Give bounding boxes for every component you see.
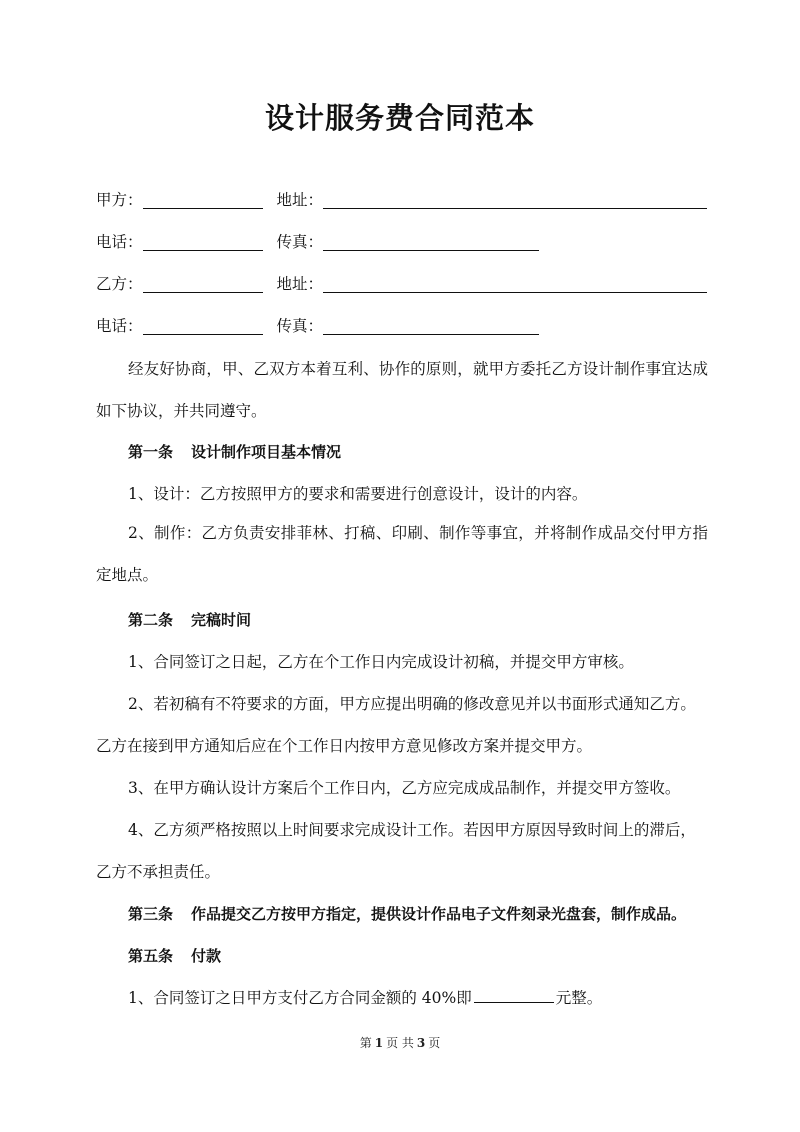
article-5-number: 第五条 [128,947,174,965]
article-2-item-2-line-1: 2、若初稿有不符要求的方面，甲方应提出明确的修改意见并以书面形式通知乙方。 [128,695,696,713]
party-a-label: 甲方： [96,191,143,209]
party-a-address-blank[interactable] [323,190,707,209]
party-a-phone-label: 电话： [96,233,143,251]
article-3-title: 作品提交乙方按甲方指定，提供设计作品电子文件刻录光盘套，制作成品。 [191,905,687,923]
footer-middle: 页 共 [386,1036,414,1050]
party-b-fax-label: 传真： [276,317,324,335]
party-a-phone-blank[interactable] [143,232,263,251]
article-1-title: 设计制作项目基本情况 [191,443,342,461]
article-3-heading [128,902,686,926]
article-2-number: 第二条 [128,611,174,629]
party-b-fax-blank[interactable] [323,316,539,335]
party-a-row [96,188,713,212]
party-b-blank[interactable] [143,274,263,293]
party-a-address-label: 地址： [276,191,324,209]
article-5-title: 付款 [191,947,222,965]
payment-amount-blank[interactable] [474,986,554,1003]
document-title: 设计服务费合同范本 [264,101,535,135]
party-b-phone-blank[interactable] [143,316,263,335]
article-2-item-1: 1、合同签订之日起，乙方在个工作日内完成设计初稿，并提交甲方审核。 [128,653,634,671]
footer-suffix: 页 [428,1036,441,1050]
article-1-number: 第一条 [128,443,174,461]
page-footer [0,1034,800,1051]
party-a-fax-label: 传真： [276,233,324,251]
party-b-row [96,272,713,296]
intro-paragraph: 经友好协商，甲、乙双方本着互利、协作的原则，就甲方委托乙方设计制作事宜达成如下协议，并共同遵守。 [96,360,708,420]
footer-prefix: 第 [359,1036,372,1050]
party-b-label: 乙方： [96,275,143,293]
article-5-item-1 [128,986,602,1010]
article-2-item-3: 3、在甲方确认设计方案后个工作日内，乙方应完成成品制作，并提交甲方签收。 [128,779,681,797]
article-2-heading [128,608,251,632]
footer-total-pages: 3 [416,1036,426,1050]
party-a-fax-blank[interactable] [323,232,539,251]
article-3-number: 第三条 [128,905,174,923]
article-5-item-1-suffix: 元整。 [555,989,603,1007]
article-2-item-4-line-2: 乙方不承担责任。 [96,863,221,881]
party-b-address-label: 地址： [276,275,324,293]
party-b-phone-label: 电话： [96,317,143,335]
party-b-address-blank[interactable] [323,274,707,293]
article-1-item-2: 2、制作：乙方负责安排菲林、打稿、印刷、制作等事宜，并将制作成品交付甲方指定地点。 [96,524,708,584]
article-2-title: 完稿时间 [191,611,252,629]
article-2-item-2-line-2: 乙方在接到甲方通知后应在个工作日内按甲方意见修改方案并提交甲方。 [96,737,593,755]
party-a-contact-row [96,230,545,254]
article-5-item-1-text: 1、合同签订之日甲方支付乙方合同金额的 40%即 [128,989,472,1007]
article-1-item-1: 1、设计：乙方按照甲方的要求和需要进行创意设计，设计的内容。 [128,485,588,503]
article-2-item-4-line-1: 4、乙方须严格按照以上时间要求完成设计工作。若因甲方原因导致时间上的滞后， [128,821,696,839]
article-5-heading [128,944,221,968]
party-a-blank[interactable] [143,190,263,209]
party-b-contact-row [96,314,545,338]
footer-page-number: 1 [374,1036,384,1050]
article-1-heading [128,440,341,464]
